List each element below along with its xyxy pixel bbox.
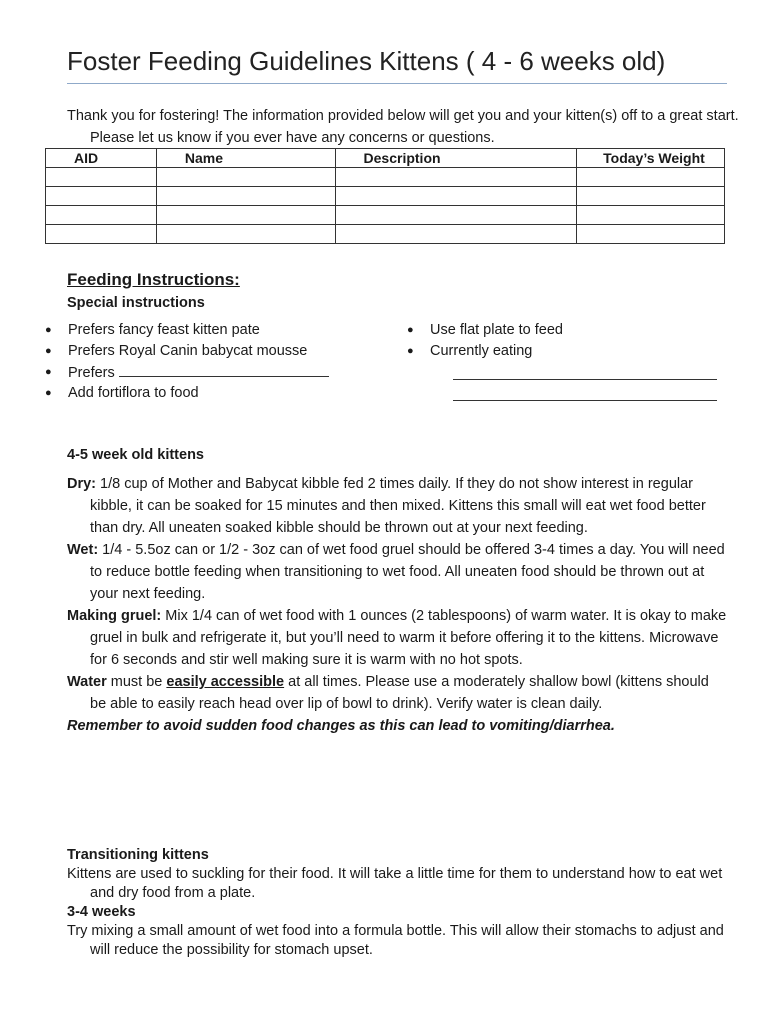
- water-emphasis: easily accessible: [166, 674, 285, 690]
- list-item: [407, 320, 563, 341]
- header-weight: Today’s Weight: [577, 149, 725, 168]
- table-cell[interactable]: [577, 187, 725, 206]
- bullet-icon: ●: [45, 366, 52, 378]
- reminder-note: Remember to avoid sudden food changes as this can lead to vomiting/diarrhea.: [67, 718, 615, 734]
- header-aid: AID: [46, 149, 157, 168]
- intro-paragraph: Thank you for fostering! The information provided below will get you and your kitten(s) off to a great start. Please let us know if you ever have any concerns or questions.: [67, 108, 739, 146]
- list-item: [45, 341, 329, 362]
- transition-heading: Transitioning kittens: [67, 847, 209, 863]
- header-description: Description: [335, 149, 577, 168]
- bullet-icon: ●: [45, 345, 52, 357]
- list-item: [45, 383, 329, 404]
- water-paragraph: [67, 671, 727, 715]
- week-4-5-heading: 4-5 week old kittens: [67, 447, 204, 463]
- bullet-icon: ●: [407, 324, 414, 336]
- left-bullet-list: [45, 320, 329, 404]
- right-bullet-list: [407, 320, 563, 362]
- table-cell[interactable]: [156, 168, 335, 187]
- table-cell[interactable]: [577, 206, 725, 225]
- gruel-label: Making gruel:: [67, 608, 162, 624]
- list-item-label: Add fortiflora to food: [68, 385, 199, 401]
- dry-text: 1/8 cup of Mother and Babycat kibble fed 2 times daily. If they do not show interest in regular kibble, it can be soaked for 15 minutes and then mixed. Kittens this small will eat wet food better than dry. All uneaten soaked kibble should be thrown out at your next feeding.: [90, 476, 706, 536]
- table-header-row: [46, 149, 725, 168]
- weeks-3-4-text: Try mixing a small amount of wet food into a formula bottle. This will allow their stomachs to adjust and will reduce the possibility for stomach upset.: [67, 923, 724, 958]
- table-row: [46, 225, 725, 244]
- table-cell[interactable]: [46, 168, 157, 187]
- list-item-label: Prefers fancy feast kitten pate: [68, 322, 260, 338]
- gruel-paragraph: [67, 605, 727, 671]
- water-label: Water: [67, 674, 107, 690]
- title-divider: [67, 83, 727, 84]
- table-cell[interactable]: [577, 225, 725, 244]
- header-name: Name: [156, 149, 335, 168]
- list-item: [45, 362, 329, 383]
- table-row: [46, 206, 725, 225]
- gruel-text: Mix 1/4 can of wet food with 1 ounces (2 tablespoons) of warm water. It is okay to make gruel in bulk and refrigerate it, but you’ll need to warm it before offering it to the kittens. Microwave for 6 seconds and stir well making sure it is warm with no hot spots.: [90, 608, 727, 668]
- currently-eating-blank-1[interactable]: [453, 378, 717, 380]
- page-title: Foster Feeding Guidelines Kittens ( 4 - 6 weeks old): [67, 46, 666, 76]
- bullet-icon: ●: [407, 345, 414, 357]
- table-cell[interactable]: [335, 187, 577, 206]
- wet-paragraph: [67, 539, 727, 605]
- list-item-label: Prefers Royal Canin babycat mousse: [68, 343, 308, 359]
- week-4-5-section: [67, 444, 727, 737]
- table-row: [46, 168, 725, 187]
- dry-label: Dry:: [67, 476, 97, 492]
- table-cell[interactable]: [156, 206, 335, 225]
- list-item-label: Prefers: [68, 365, 115, 381]
- table-cell[interactable]: [335, 168, 577, 187]
- table-cell[interactable]: [335, 206, 577, 225]
- wet-text: 1/4 - 5.5oz can or 1/2 - 3oz can of wet food gruel should be offered 3-4 times a day. You will need to reduce bottle feeding when transitioning to wet food. All uneaten food should be thrown out at your next feeding.: [90, 542, 725, 602]
- transition-text: Kittens are used to suckling for their food. It will take a little time for them to understand how to eat wet and dry food from a plate.: [67, 866, 723, 901]
- table-cell[interactable]: [46, 225, 157, 244]
- currently-eating-blank-2[interactable]: [453, 399, 717, 401]
- table-cell[interactable]: [156, 187, 335, 206]
- transition-section: [67, 846, 727, 960]
- list-item-label: Use flat plate to feed: [430, 322, 563, 338]
- bullet-icon: ●: [45, 387, 52, 399]
- table-cell[interactable]: [335, 225, 577, 244]
- wet-label: Wet:: [67, 542, 99, 558]
- table-row: [46, 187, 725, 206]
- kitten-info-table: [45, 148, 725, 244]
- table-cell[interactable]: [156, 225, 335, 244]
- water-text: at all times. Please use a moderately shallow bowl (kittens should be able to easily reach head over lip of bowl to drink). Verify water is clean daily.: [90, 674, 709, 712]
- list-item: [407, 341, 563, 362]
- list-item-label: Currently eating: [430, 343, 533, 359]
- prefers-blank-field[interactable]: [119, 362, 329, 377]
- dry-paragraph: [67, 473, 727, 539]
- feeding-instructions-heading: Feeding Instructions:: [67, 270, 240, 289]
- special-instructions-heading: Special instructions: [67, 295, 205, 311]
- weeks-3-4-heading: 3-4 weeks: [67, 904, 136, 920]
- list-item: [45, 320, 329, 341]
- table-cell[interactable]: [46, 187, 157, 206]
- bullet-icon: ●: [45, 324, 52, 336]
- water-mid: must be: [106, 674, 167, 690]
- table-cell[interactable]: [46, 206, 157, 225]
- table-cell[interactable]: [577, 168, 725, 187]
